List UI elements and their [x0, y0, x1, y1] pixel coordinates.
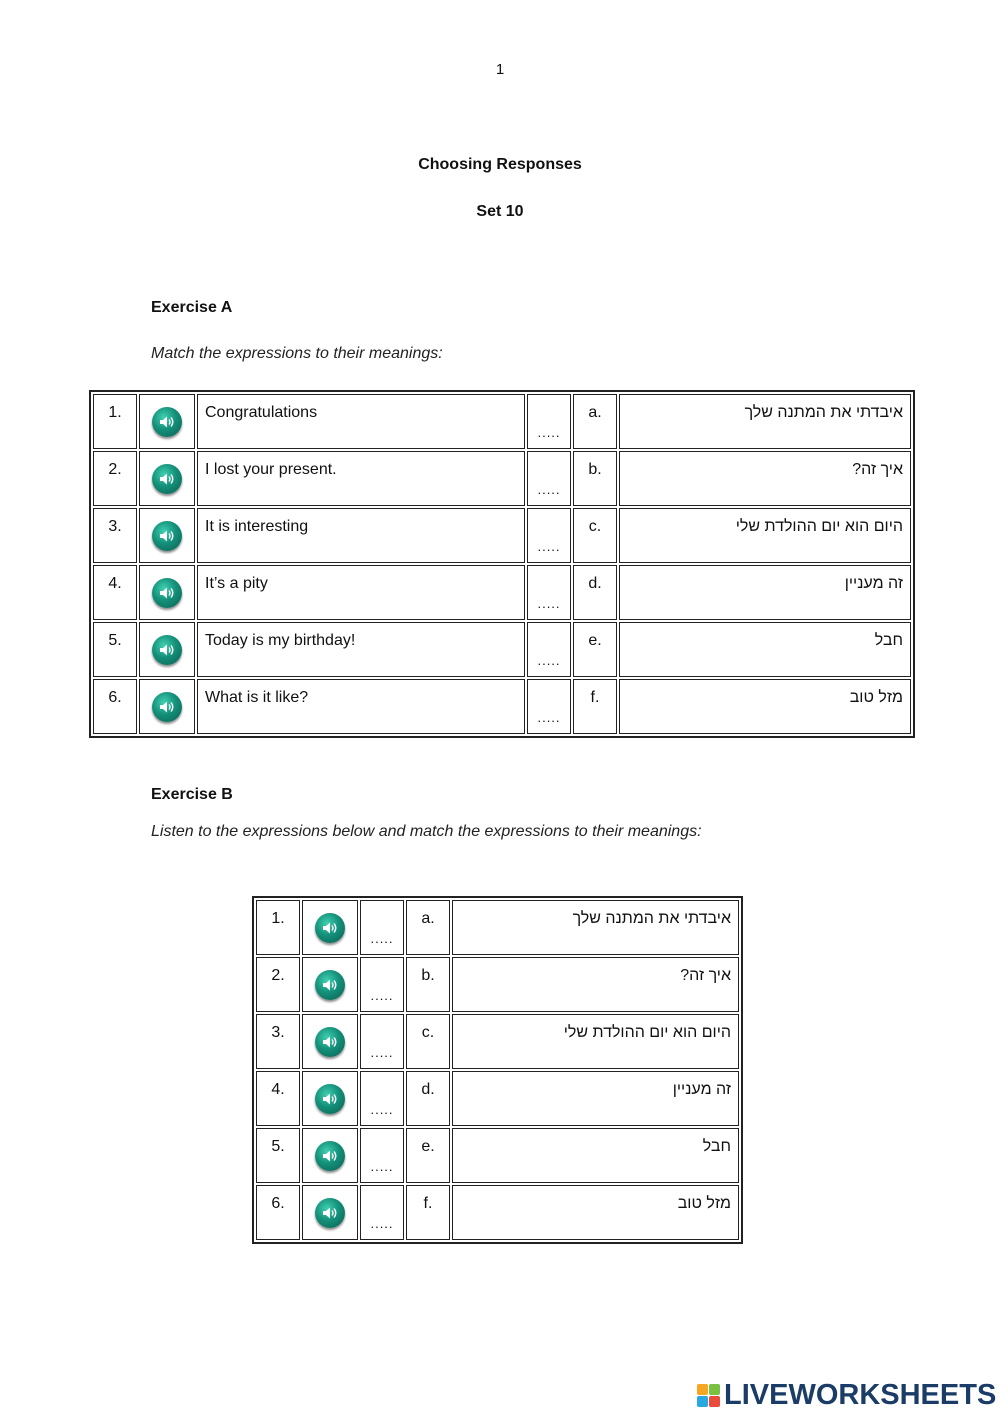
speaker-icon[interactable] [152, 635, 182, 665]
expression-text: It is interesting [197, 508, 525, 563]
speaker-icon[interactable] [315, 1198, 345, 1228]
answer-blank[interactable]: ..... [527, 451, 571, 506]
sound-cell [139, 622, 195, 677]
expression-text: Today is my birthday! [197, 622, 525, 677]
sound-cell [139, 565, 195, 620]
meaning-text: איך זה? [619, 451, 911, 506]
table-row [256, 1071, 739, 1126]
expression-text: Congratulations [197, 394, 525, 449]
answer-blank[interactable]: ..... [360, 1185, 404, 1240]
meaning-letter: f. [573, 679, 617, 734]
speaker-icon[interactable] [152, 521, 182, 551]
meaning-letter: b. [573, 451, 617, 506]
sound-cell [302, 957, 358, 1012]
meaning-letter: e. [406, 1128, 450, 1183]
speaker-icon[interactable] [315, 913, 345, 943]
meaning-letter: c. [406, 1014, 450, 1069]
exercise-b-table [252, 896, 743, 1244]
answer-blank[interactable]: ..... [527, 565, 571, 620]
answer-blank[interactable]: ..... [360, 900, 404, 955]
answer-blank[interactable]: ..... [360, 1128, 404, 1183]
row-number: 2. [256, 957, 300, 1012]
speaker-icon[interactable] [315, 1141, 345, 1171]
speaker-icon[interactable] [152, 578, 182, 608]
meaning-text: מזל טוב [452, 1185, 739, 1240]
meaning-text: חבל [619, 622, 911, 677]
speaker-icon[interactable] [315, 1027, 345, 1057]
table-row [93, 565, 911, 620]
expression-text: I lost your present. [197, 451, 525, 506]
row-number: 4. [93, 565, 137, 620]
sound-cell [302, 900, 358, 955]
answer-blank[interactable]: ..... [527, 508, 571, 563]
meaning-letter: d. [573, 565, 617, 620]
sound-cell [139, 451, 195, 506]
table-row [93, 451, 911, 506]
page-subtitle: Set 10 [476, 203, 524, 220]
sound-cell [139, 508, 195, 563]
table-row [93, 508, 911, 563]
row-number: 5. [256, 1128, 300, 1183]
meaning-letter: f. [406, 1185, 450, 1240]
meaning-letter: b. [406, 957, 450, 1012]
meaning-text: איבדתי את המתנה שלך [452, 900, 739, 955]
row-number: 5. [93, 622, 137, 677]
logo-text: LIVEWORKSHEETS [724, 1378, 997, 1411]
meaning-text: זה מעניין [619, 565, 911, 620]
exercise-a-table [89, 390, 915, 738]
meaning-text: היום הוא יום ההולדת שלי [452, 1014, 739, 1069]
speaker-icon[interactable] [315, 1084, 345, 1114]
answer-blank[interactable]: ..... [360, 1014, 404, 1069]
sound-cell [302, 1128, 358, 1183]
answer-blank[interactable]: ..... [360, 1071, 404, 1126]
expression-text: What is it like? [197, 679, 525, 734]
table-row [93, 394, 911, 449]
sound-cell [302, 1014, 358, 1069]
speaker-icon[interactable] [152, 407, 182, 437]
row-number: 4. [256, 1071, 300, 1126]
sound-cell [302, 1185, 358, 1240]
table-row [256, 957, 739, 1012]
sound-cell [302, 1071, 358, 1126]
speaker-icon[interactable] [152, 464, 182, 494]
meaning-letter: d. [406, 1071, 450, 1126]
table-row [256, 900, 739, 955]
table-row [93, 622, 911, 677]
meaning-text: איך זה? [452, 957, 739, 1012]
meaning-letter: e. [573, 622, 617, 677]
meaning-letter: a. [406, 900, 450, 955]
exercise-b-heading: Exercise B [151, 786, 233, 803]
answer-blank[interactable]: ..... [527, 622, 571, 677]
row-number: 2. [93, 451, 137, 506]
row-number: 1. [256, 900, 300, 955]
row-number: 6. [93, 679, 137, 734]
meaning-text: מזל טוב [619, 679, 911, 734]
meaning-text: זה מעניין [452, 1071, 739, 1126]
table-row [93, 679, 911, 734]
page-number: 1 [495, 61, 505, 78]
exercise-a-instruction: Match the expressions to their meanings: [151, 345, 443, 362]
table-row [256, 1185, 739, 1240]
expression-text: It’s a pity [197, 565, 525, 620]
sound-cell [139, 679, 195, 734]
liveworksheets-logo [697, 1378, 996, 1412]
answer-blank[interactable]: ..... [527, 679, 571, 734]
meaning-letter: a. [573, 394, 617, 449]
meaning-text: חבל [452, 1128, 739, 1183]
speaker-icon[interactable] [315, 970, 345, 1000]
row-number: 6. [256, 1185, 300, 1240]
meaning-text: היום הוא יום ההולדת שלי [619, 508, 911, 563]
sound-cell [139, 394, 195, 449]
exercise-a-heading: Exercise A [151, 299, 233, 316]
table-row [256, 1128, 739, 1183]
speaker-icon[interactable] [152, 692, 182, 722]
page-title: Choosing Responses [418, 156, 582, 173]
row-number: 3. [256, 1014, 300, 1069]
answer-blank[interactable]: ..... [527, 394, 571, 449]
row-number: 1. [93, 394, 137, 449]
answer-blank[interactable]: ..... [360, 957, 404, 1012]
exercise-b-instruction: Listen to the expressions below and match the expressions to their meanings: [151, 823, 702, 840]
meaning-letter: c. [573, 508, 617, 563]
logo-squares-icon [697, 1384, 720, 1407]
row-number: 3. [93, 508, 137, 563]
meaning-text: איבדתי את המתנה שלך [619, 394, 911, 449]
table-row [256, 1014, 739, 1069]
